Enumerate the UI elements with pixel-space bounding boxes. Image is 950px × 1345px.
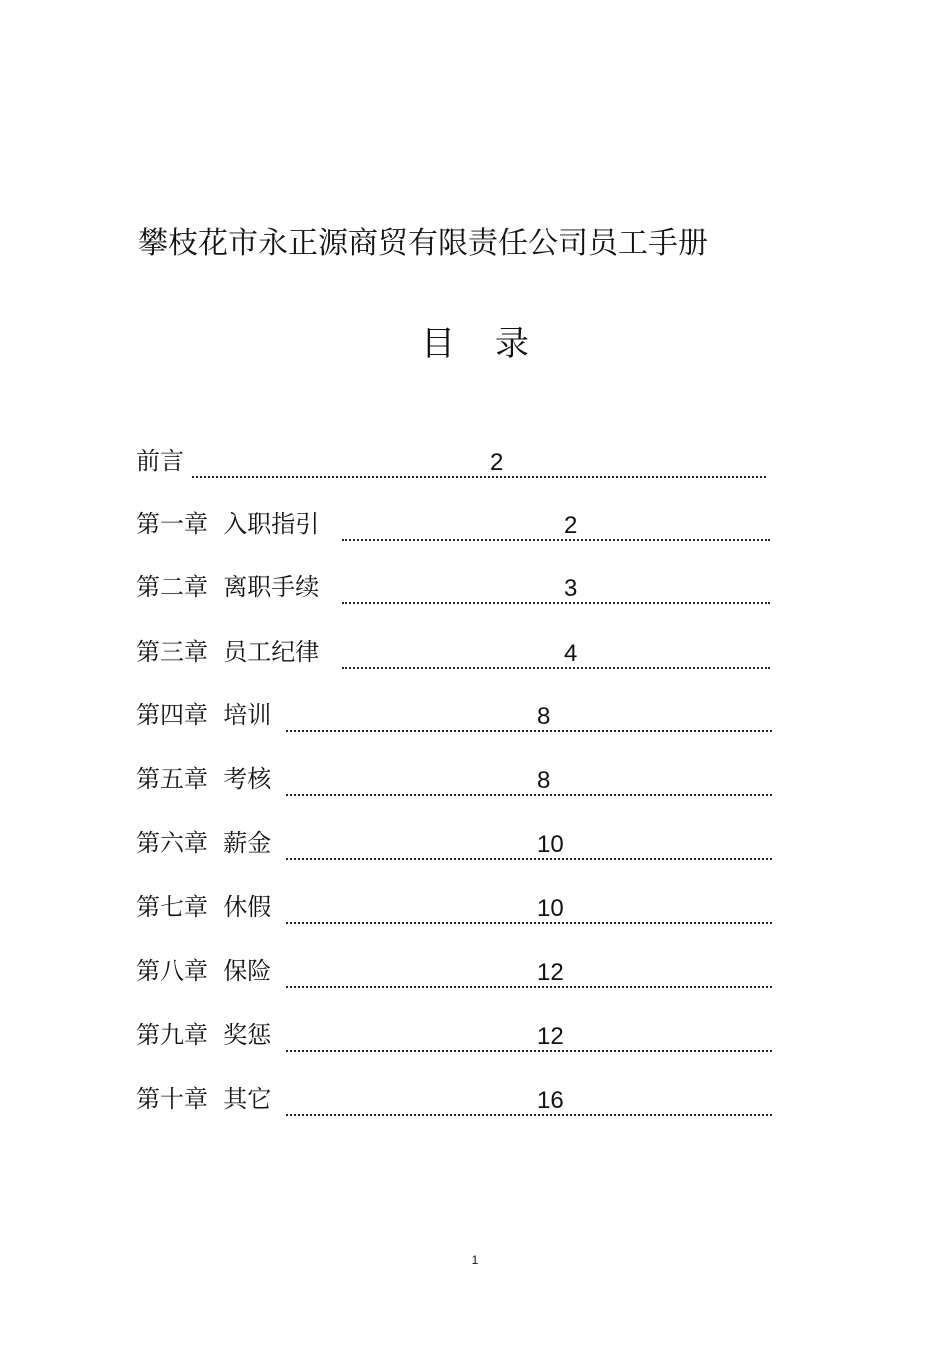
toc-leader-dots bbox=[286, 986, 772, 988]
toc-entry-page: 12 bbox=[537, 959, 564, 986]
toc-entry-chapter-4[interactable] bbox=[136, 695, 776, 735]
toc-entry-page: 4 bbox=[564, 640, 578, 667]
toc-entry-page: 2 bbox=[490, 449, 504, 476]
toc-heading-char-1: 目 bbox=[421, 324, 455, 364]
toc-leader-dots bbox=[286, 922, 772, 924]
toc-entry-page: 2 bbox=[564, 512, 578, 539]
toc-entry-chapter-3[interactable] bbox=[136, 632, 776, 672]
toc-leader-dots bbox=[286, 794, 772, 796]
toc-entry-label: 第三章 员工纪律 bbox=[136, 638, 320, 666]
toc-entry-page: 10 bbox=[537, 831, 564, 858]
toc-entry-label: 第九章 奖惩 bbox=[136, 1021, 272, 1049]
toc-entry-label: 第二章 离职手续 bbox=[136, 573, 320, 601]
toc-entry-chapter-10[interactable] bbox=[136, 1079, 776, 1119]
toc-entry-page: 3 bbox=[564, 575, 578, 602]
toc-entry-page: 12 bbox=[537, 1023, 564, 1050]
toc-leader-dots bbox=[286, 858, 772, 860]
toc-leader-dots bbox=[286, 1050, 772, 1052]
toc-entry-page: 8 bbox=[537, 703, 551, 730]
toc-leader-dots bbox=[342, 602, 770, 604]
toc-entry-label: 第十章 其它 bbox=[136, 1085, 272, 1113]
page-number: 1 bbox=[471, 1253, 479, 1267]
toc-entry-label: 第一章 入职指引 bbox=[136, 510, 320, 538]
toc-leader-dots bbox=[342, 667, 770, 669]
toc-entry-page: 10 bbox=[537, 895, 564, 922]
toc-entry-label: 第六章 薪金 bbox=[136, 829, 272, 857]
document-title: 攀枝花市永正源商贸有限责任公司员工手册 bbox=[138, 226, 708, 261]
toc-entry-label: 前言 bbox=[136, 447, 184, 475]
toc-entry-chapter-8[interactable] bbox=[136, 951, 776, 991]
toc-leader-dots bbox=[192, 476, 766, 478]
toc-entry-chapter-1[interactable] bbox=[136, 504, 776, 544]
toc-heading-char-2: 录 bbox=[495, 324, 529, 364]
toc-entry-label: 第八章 保险 bbox=[136, 957, 272, 985]
toc-entry-label: 第七章 休假 bbox=[136, 893, 272, 921]
toc-entry-chapter-6[interactable] bbox=[136, 823, 776, 863]
toc-entry-preface[interactable] bbox=[136, 441, 776, 481]
toc-entry-chapter-2[interactable] bbox=[136, 567, 776, 607]
toc-entry-page: 8 bbox=[537, 767, 551, 794]
toc-entry-label: 第五章 考核 bbox=[136, 765, 272, 793]
toc-entry-label: 第四章 培训 bbox=[136, 701, 272, 729]
toc-entry-chapter-5[interactable] bbox=[136, 759, 776, 799]
toc-heading bbox=[0, 320, 950, 368]
toc-entry-chapter-9[interactable] bbox=[136, 1015, 776, 1055]
toc-entry-page: 16 bbox=[537, 1087, 564, 1114]
toc-entry-chapter-7[interactable] bbox=[136, 887, 776, 927]
toc-leader-dots bbox=[342, 539, 770, 541]
toc-leader-dots bbox=[286, 730, 772, 732]
toc-leader-dots bbox=[286, 1114, 772, 1116]
